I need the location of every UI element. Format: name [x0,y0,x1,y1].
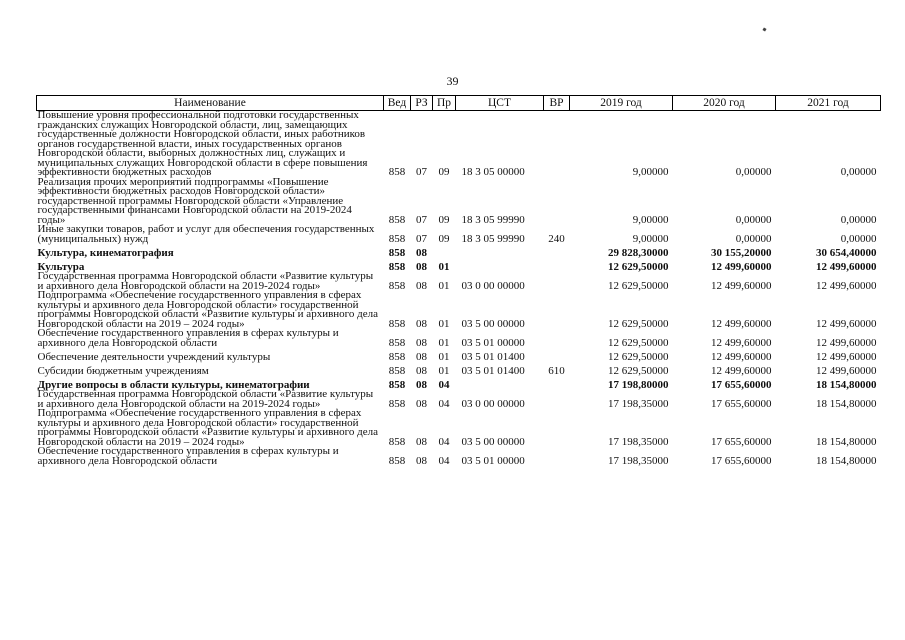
row-2021: 0,00000 [840,232,877,245]
col-header-2021: 2021 год [776,96,881,111]
row-rz: 08 [416,279,427,292]
row-rz: 08 [416,397,427,410]
row-2019: 17 198,35000 [608,397,669,410]
row-2021: 18 154,80000 [816,454,877,467]
row-cst [456,376,544,390]
row-name: Другие вопросы в области культуры, кинематографии [37,378,310,391]
row-cst: 03 0 00 00000 [461,279,525,292]
table-row [37,447,881,466]
row-name: Субсидии бюджетным учреждениям [37,364,209,377]
row-2021: 12 499,60000 [816,260,877,273]
row-2019: 12 629,50000 [608,279,669,292]
row-2020: 12 499,60000 [711,279,772,292]
row-pr: 01 [438,279,450,292]
col-header-cst: ЦСТ [456,96,544,111]
row-name: Обеспечение государственного управления в сферах культуры и архивного дела Новгородской области [37,445,339,467]
row-vr [544,390,570,409]
budget-table [36,95,881,466]
row-vr [544,178,570,226]
row-rz: 08 [416,246,427,259]
row-cst: 03 5 00 00000 [461,435,525,448]
row-2020: 0,00000 [735,166,772,178]
row-rz: 08 [416,350,427,363]
row-pr: 01 [438,260,450,273]
row-2021: 12 499,60000 [816,350,877,363]
row-pr: 01 [438,350,450,363]
row-pr: 04 [438,435,450,448]
row-2021: 12 499,60000 [816,364,877,377]
row-2019: 17 198,35000 [608,435,669,448]
row-2021: 18 154,80000 [816,435,877,448]
row-2020: 0,00000 [735,232,772,245]
row-ved: 858 [388,350,406,363]
row-rz: 08 [416,336,427,349]
row-2019: 17 198,80000 [608,378,669,391]
row-cst: 03 5 01 00000 [461,454,525,467]
row-vr [544,329,570,348]
row-cst: 03 0 00 00000 [461,397,525,410]
row-vr [544,348,570,362]
row-vr: 610 [548,364,565,377]
row-pr: 01 [438,364,450,377]
row-name: Культура, кинематография [37,246,174,259]
row-pr: 04 [438,454,450,467]
row-vr [544,272,570,291]
col-header-2019: 2019 год [570,96,673,111]
row-name: Обеспечение деятельности учреждений культуры [37,350,271,363]
row-cst: 18 3 05 00000 [461,166,525,178]
row-2020: 17 655,60000 [711,378,772,391]
row-cst: 03 5 01 01400 [461,350,525,363]
row-name: Подпрограмма «Обеспечение государственного управления в сферах культуры и архивного дела Новгородской области» государственной программы Новгородской области «Развитие культуры и архивного дела Новгородской области на 2019 – 2024 годы» [37,407,378,448]
row-rz: 08 [416,435,427,448]
row-2020: 12 499,60000 [711,364,772,377]
row-name: Подпрограмма «Обеспечение государственного управления в сферах культуры и архивного дела Новгородской области» государственной программы Новгородской области «Развитие культуры и архивного дела Новгородской области на 2019 – 2024 годы» [37,289,378,330]
row-cst [456,244,544,258]
row-vr [544,376,570,390]
row-ved: 858 [388,454,406,467]
row-2020: 12 499,60000 [711,260,772,273]
row-2021: 30 654,40000 [816,246,877,259]
row-2020: 17 655,60000 [711,435,772,448]
row-2019: 9,00000 [632,213,669,226]
row-rz: 07 [416,166,427,178]
row-rz: 08 [416,317,427,330]
row-2020: 12 499,60000 [711,317,772,330]
row-name: Культура [37,260,85,273]
row-2020: 12 499,60000 [711,336,772,349]
table-row [37,348,881,362]
row-ved: 858 [388,213,406,226]
row-2021: 18 154,80000 [816,397,877,410]
row-2019: 12 629,50000 [608,336,669,349]
row-2019: 29 828,30000 [608,246,669,259]
row-vr: 240 [548,232,565,245]
col-header-2020: 2020 год [673,96,776,111]
table-row [37,244,881,258]
row-2021: 0,00000 [840,166,877,178]
col-header-vr: ВР [544,96,570,111]
row-name: Государственная программа Новгородской области «Развитие культуры и архивного дела Новгородской области на 2019-2024 годы» [37,388,374,410]
row-2019: 12 629,50000 [608,260,669,273]
row-vr [544,409,570,447]
row-2020: 17 655,60000 [711,397,772,410]
row-ved: 858 [388,166,406,178]
row-name: Государственная программа Новгородской области «Развитие культуры и архивного дела Новгородской области на 2019-2024 годы» [37,270,374,292]
row-ved: 858 [388,435,406,448]
table-row [37,111,881,178]
row-rz: 08 [416,378,427,391]
row-2021: 12 499,60000 [816,279,877,292]
row-pr: 09 [438,232,450,245]
row-2020: 17 655,60000 [711,454,772,467]
row-pr: 09 [438,213,450,226]
row-2021: 12 499,60000 [816,336,877,349]
row-pr: 04 [438,397,450,410]
row-2019: 17 198,35000 [608,454,669,467]
row-2019: 12 629,50000 [608,350,669,363]
row-ved: 858 [388,246,406,259]
row-cst: 18 3 05 99990 [461,213,525,226]
row-ved: 858 [388,397,406,410]
row-2019: 9,00000 [632,166,669,178]
col-header-ved: Вед [384,96,411,111]
row-2020: 0,00000 [735,213,772,226]
row-name: Обеспечение государственного управления в сферах культуры и архивного дела Новгородской области [37,327,339,349]
row-2020: 30 155,20000 [711,246,772,259]
row-vr [544,447,570,466]
table-row [37,225,881,244]
row-ved: 858 [388,279,406,292]
col-header-pr: Пр [433,96,456,111]
table-row [37,291,881,329]
table-row [37,362,881,376]
col-header-rz: РЗ [411,96,433,111]
row-name: Повышение уровня профессиональной подготовки государственных гражданских служащих Новгородской области, лиц, замещающих государственные должности Новгородской области, иных работников органов государственной власти, иных государственных органов Новгородской области, выборных должностных лиц, служащих и муниципальных служащих Новгородской области в сфере повышения эффективности бюджетных расходов [37,109,368,178]
row-pr: 09 [438,166,450,178]
row-cst: 03 5 00 00000 [461,317,525,330]
row-cst: 18 3 05 99990 [461,232,525,245]
row-vr [544,258,570,272]
table-row [37,409,881,447]
row-2021: 18 154,80000 [816,378,877,391]
row-ved: 858 [388,378,406,391]
row-cst [456,258,544,272]
row-ved: 858 [388,232,406,245]
table-row [37,329,881,348]
page-number: 39 [446,74,459,88]
row-2019: 12 629,50000 [608,317,669,330]
row-2019: 9,00000 [632,232,669,245]
row-rz: 08 [416,364,427,377]
row-rz: 07 [416,232,427,245]
row-pr: 01 [438,336,450,349]
row-ved: 858 [388,260,406,273]
row-vr [544,111,570,178]
row-2019: 12 629,50000 [608,364,669,377]
row-vr [544,244,570,258]
col-header-name: Наименование [37,96,384,111]
row-name: Реализация прочих мероприятий подпрограммы «Повышение эффективности бюджетных расходов Новгородской области» государственной программы Новгородской области «Управление государственными финансами Новгородской области на 2019-2024 годы» [37,175,352,226]
row-2021: 0,00000 [840,213,877,226]
row-ved: 858 [388,336,406,349]
row-pr [433,244,456,258]
row-cst: 03 5 01 01400 [461,364,525,377]
row-ved: 858 [388,364,406,377]
row-ved: 858 [388,317,406,330]
row-pr: 04 [438,378,450,391]
scan-speck [762,27,766,31]
row-rz: 08 [416,454,427,467]
table-row [37,178,881,226]
row-rz: 08 [416,260,427,273]
row-2021: 12 499,60000 [816,317,877,330]
row-name: Иные закупки товаров, работ и услуг для обеспечения государственных (муниципальных) нужд [37,223,375,245]
row-2020: 12 499,60000 [711,350,772,363]
row-pr: 01 [438,317,450,330]
row-vr [544,291,570,329]
row-rz: 07 [416,213,427,226]
row-cst: 03 5 01 00000 [461,336,525,349]
